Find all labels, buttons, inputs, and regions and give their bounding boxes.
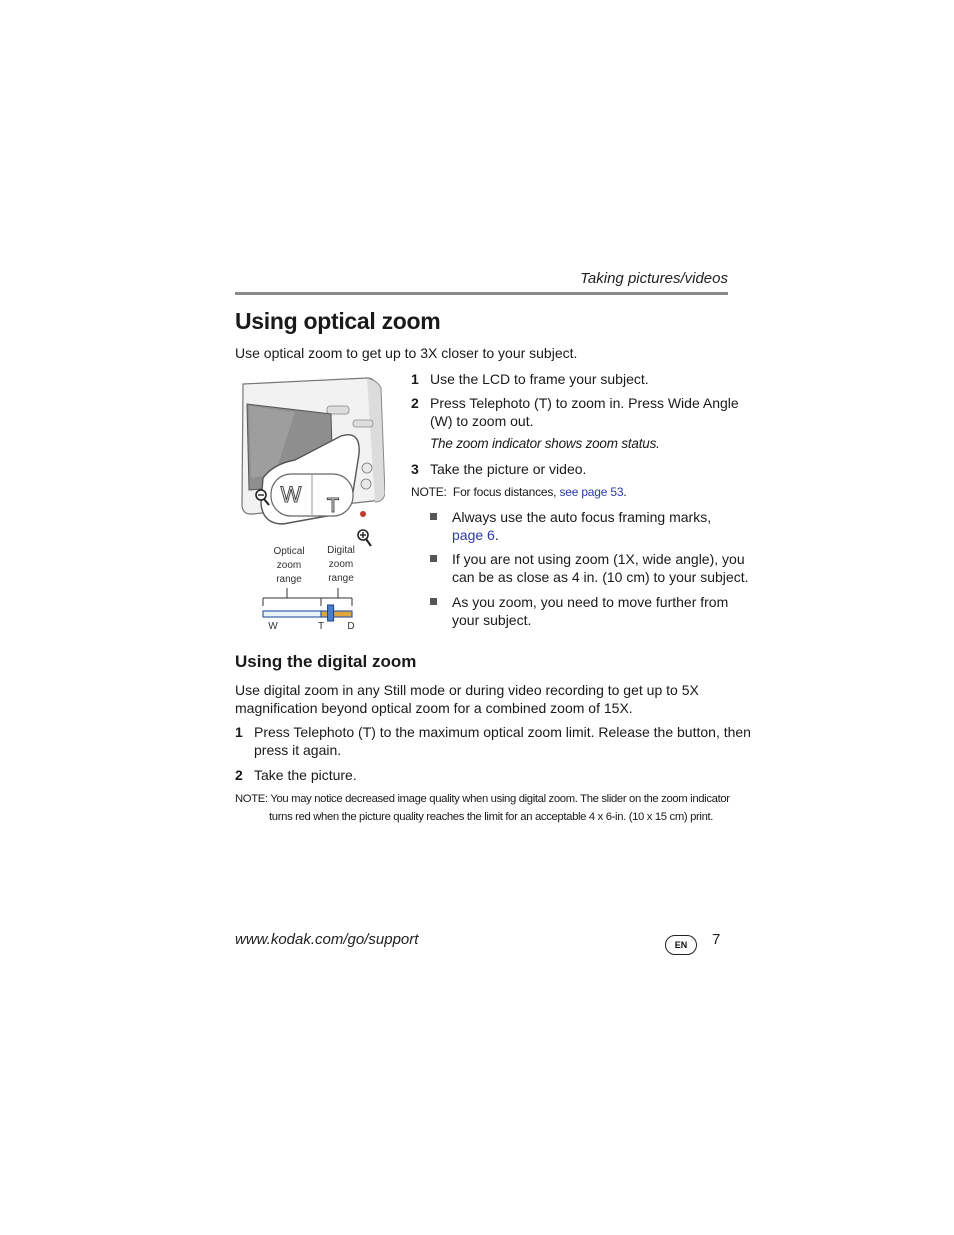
digital-zoom-range-label: Digital zoom range [327,545,355,584]
bullet-move-further: As you zoom, you need to move further from your subject. [430,593,730,633]
digital-zoom-heading: Using the digital zoom [235,652,417,671]
bullet-square-icon [430,513,437,520]
language-badge: EN [665,935,697,955]
shutter-button [327,406,349,414]
digital-zoom-note-line-2: turns red when the picture quality reaches the limit for an acceptable 4 x 6-in. (10 x 15 cm) print. [269,811,714,823]
digital-step-1: 1 Press Telephoto (T) to the maximum optical zoom limit. Release the button, then press it again. [235,724,751,758]
page-title: Using optical zoom [235,308,441,334]
step-2: 2 Press Telephoto (T) to zoom in. Press Wide Angle (W) to zoom out. [411,395,739,429]
digital-zoom-paragraph-line-2: magnification beyond optical zoom for a combined zoom of 15X. [235,700,633,716]
header-rule [235,292,728,295]
support-url-link[interactable]: www.kodak.com/go/support [235,931,419,948]
digital-zoom-bar [321,611,352,617]
digital-step-2: 2 Take the picture. [235,767,357,783]
zoom-indicator-diagram [258,586,358,634]
zoom-t-label: T [326,495,340,517]
scale-w-label: W [268,621,278,632]
zoom-slider [328,605,334,621]
status-light [360,511,366,517]
bullet-close-distance: If you are not using zoom (1X, wide angle), you can be as close as 4 in. (10 cm) to your subject. [430,550,730,590]
step-3: 3 Take the picture or video. [411,461,587,477]
step-2-note: The zoom indicator shows zoom status. [430,436,660,451]
focus-note: NOTE: For focus distances, see page 53. [411,485,627,499]
page-number: 7 [712,931,721,948]
see-page-53-link[interactable]: see page 53 [559,485,624,499]
page-6-link[interactable]: page 6 [452,527,495,543]
optical-zoom-range-label: Optical zoom range [273,546,305,585]
optical-zoom-bar [263,611,321,617]
zoom-w-label: W [280,482,302,507]
intro-paragraph: Use optical zoom to get up to 3X closer to your subject. [235,345,578,361]
scale-t-label: T [317,621,325,632]
bullet-square-icon [430,555,437,562]
digital-zoom-paragraph-line-1: Use digital zoom in any Still mode or during video recording to get up to 5X [235,682,699,698]
camera-illustration [235,374,385,554]
bullet-square-icon [430,598,437,605]
step-1: 1 Use the LCD to frame your subject. [411,371,649,387]
running-header: Taking pictures/videos [580,270,728,287]
scale-d-label: D [347,621,355,632]
digital-zoom-note-line-1: NOTE: You may notice decreased image quality when using digital zoom. The slider on the zoom indicator [235,793,730,805]
bullet-focus-marks: Always use the auto focus framing marks, page 6. [430,508,730,548]
